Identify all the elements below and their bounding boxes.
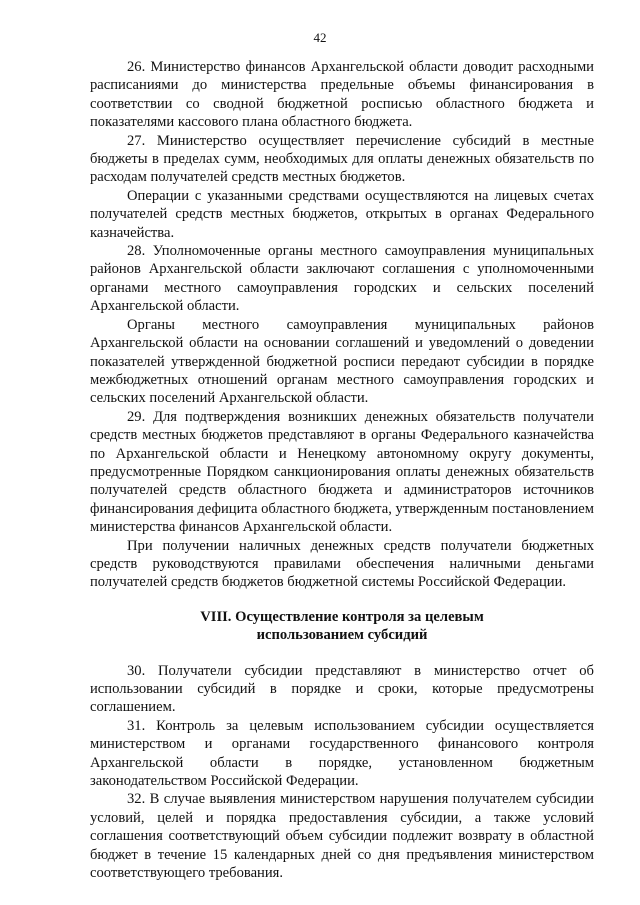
paragraph-28: 28. Уполномоченные органы местного самоуправления муниципальных районов Архангельской области заключают соглашения с уполномоченными органами местного самоуправления городских и сельских поселений Архангельской области. — [90, 243, 594, 315]
paragraph-29: 29. Для подтверждения возникших денежных обязательств получатели средств местных бюджетов представляют в органы Федерального казначейства по Архангельской области и Ненецкому автономному округу документы, предусмотренные Порядком санкционирования оплаты денежных обязательств получателей средств областного бюджета и администраторов источников финансирования дефицита областного бюджета, утвержденным постановлением министерства финансов Архангельской области. — [90, 408, 594, 536]
paragraph-31: 31. Контроль за целевым использованием субсидии осуществляется министерством и органами государственного финансового контроля Архангельской области в порядке, установленном бюджетным законодательством Российской Федерации. — [90, 717, 594, 790]
paragraph-27-operations: Операции с указанными средствами осуществляются на лицевых счетах получателей средств местных бюджетов, открытых в органах Федерального казначейства. — [90, 187, 594, 241]
paragraph-32: 32. В случае выявления министерством нарушения получателем субсидии условий, целей и порядка предоставления субсидии, а также условий соглашения соответствующий объем субсидии подлежит возврату в областной бюджет в течение 15 календарных дней со дня предъявления министерством соответствующего требования. — [90, 791, 594, 882]
paragraph-26: 26. Министерство финансов Архангельской области доводит расходными расписаниями до министерства предельные объемы финансирования в соответствии со сводной бюджетной росписью областного бюджета и показателями кассового плана областного бюджета. — [90, 59, 594, 131]
paragraph-28-transfer: Органы местного самоуправления муниципальных районов Архангельской области на основании соглашений и уведомлений о доведении показателей утвержденной бюджетной росписи передают субсидии в порядке межбюджетных отношений органам местного самоуправления городских и сельских поселений Архангельской области. — [90, 316, 594, 407]
paragraph-27: 27. Министерство осуществляет перечисление субсидий в местные бюджеты в пределах сумм, необходимых для оплаты денежных обязательств по расходам получателей средств местных бюджетов. — [90, 132, 594, 186]
section-title-line-2: использованием субсидий — [256, 627, 428, 644]
section-title — [90, 608, 594, 645]
paragraph-29-cash: При получении наличных денежных средств получатели бюджетных средств руководствуются правилами обеспечения наличными деньгами получателей средств бюджетов бюджетной системы Российской Федерации. — [90, 537, 594, 591]
document-body — [90, 58, 594, 882]
paragraph-30: 30. Получатели субсидии представляют в министерство отчет об использовании субсидий в порядке и сроки, которые предусмотрены соглашением. — [90, 662, 594, 716]
section-title-line-1: VIII. Осуществление контроля за целевым — [200, 608, 484, 625]
page-number: 42 — [313, 30, 327, 45]
